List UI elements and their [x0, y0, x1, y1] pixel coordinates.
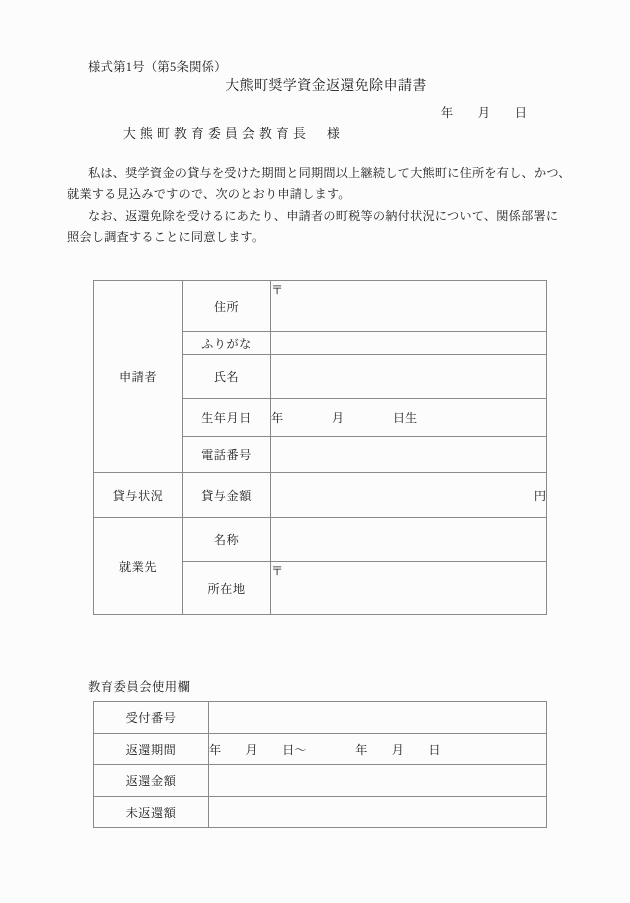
table-row — [94, 702, 547, 734]
input-cell-name — [271, 355, 547, 399]
input-cell-employer-name — [271, 518, 547, 562]
label-cell-receipt-number: 受付番号 — [94, 702, 209, 734]
body-line: 私は、奨学資金の貸与を受けた期間と同期間以上継続して大熊町に住所を有し、かつ、 — [88, 166, 571, 180]
body-line: 照会し調査することに同意します。 — [67, 230, 265, 244]
input-cell-unreturned-amount — [209, 797, 547, 828]
table-row — [94, 281, 547, 332]
table-row — [94, 518, 547, 562]
group-cell-employment: 就業先 — [94, 518, 183, 615]
label-cell-employer-location: 所在地 — [183, 562, 271, 615]
addressee-line: 大熊町教育委員会教育長 様 — [123, 127, 344, 141]
input-cell-furigana — [271, 332, 547, 355]
label-cell-name: 氏名 — [183, 355, 271, 399]
label-cell-phone: 電話番号 — [183, 437, 271, 473]
postal-mark: 〒 — [271, 564, 284, 578]
label-cell-birth-date: 生年月日 — [183, 399, 271, 437]
input-cell-address — [271, 281, 547, 332]
input-cell-phone — [271, 437, 547, 473]
label-cell-return-period: 返還期間 — [94, 734, 209, 765]
group-cell-loan-status: 貸与状況 — [94, 473, 183, 518]
input-cell-return-amount — [209, 765, 547, 797]
label-cell-furigana: ふりがな — [183, 332, 271, 355]
applicant-table — [93, 280, 547, 615]
office-use-heading: 教育委員会使用欄 — [88, 680, 191, 694]
label-cell-address: 住所 — [183, 281, 271, 332]
label-cell-employer-name: 名称 — [183, 518, 271, 562]
office-use-table — [93, 701, 547, 828]
label-cell-return-amount: 返還金額 — [94, 765, 209, 797]
input-cell-receipt-number — [209, 702, 547, 734]
label-cell-loan-amount: 貸与金額 — [183, 473, 271, 518]
group-cell-applicant: 申請者 — [94, 281, 183, 473]
input-cell-employer-location — [271, 562, 547, 615]
table-row — [94, 765, 547, 797]
input-cell-return-period: 年 月 日～ 年 月 日 — [209, 734, 547, 765]
label-cell-unreturned-amount: 未返還額 — [94, 797, 209, 828]
table-row — [94, 473, 547, 518]
date-blank-line: 年 月 日 — [440, 106, 527, 120]
body-line: なお、返還免除を受けるにあたり、申請者の町税等の納付状況について、関係部署に — [88, 209, 559, 223]
table-row — [94, 797, 547, 828]
page-title: 大熊町奨学資金返還免除申請書 — [225, 79, 427, 94]
table-row — [94, 734, 547, 765]
body-line: 就業する見込みですので、次のとおり申請します。 — [67, 187, 351, 201]
input-cell-birth-date: 年 月 日生 — [271, 399, 547, 437]
postal-mark: 〒 — [271, 283, 284, 297]
form-number: 様式第1号（第5条関係） — [88, 60, 227, 74]
input-cell-loan-amount: 円 — [271, 473, 547, 518]
